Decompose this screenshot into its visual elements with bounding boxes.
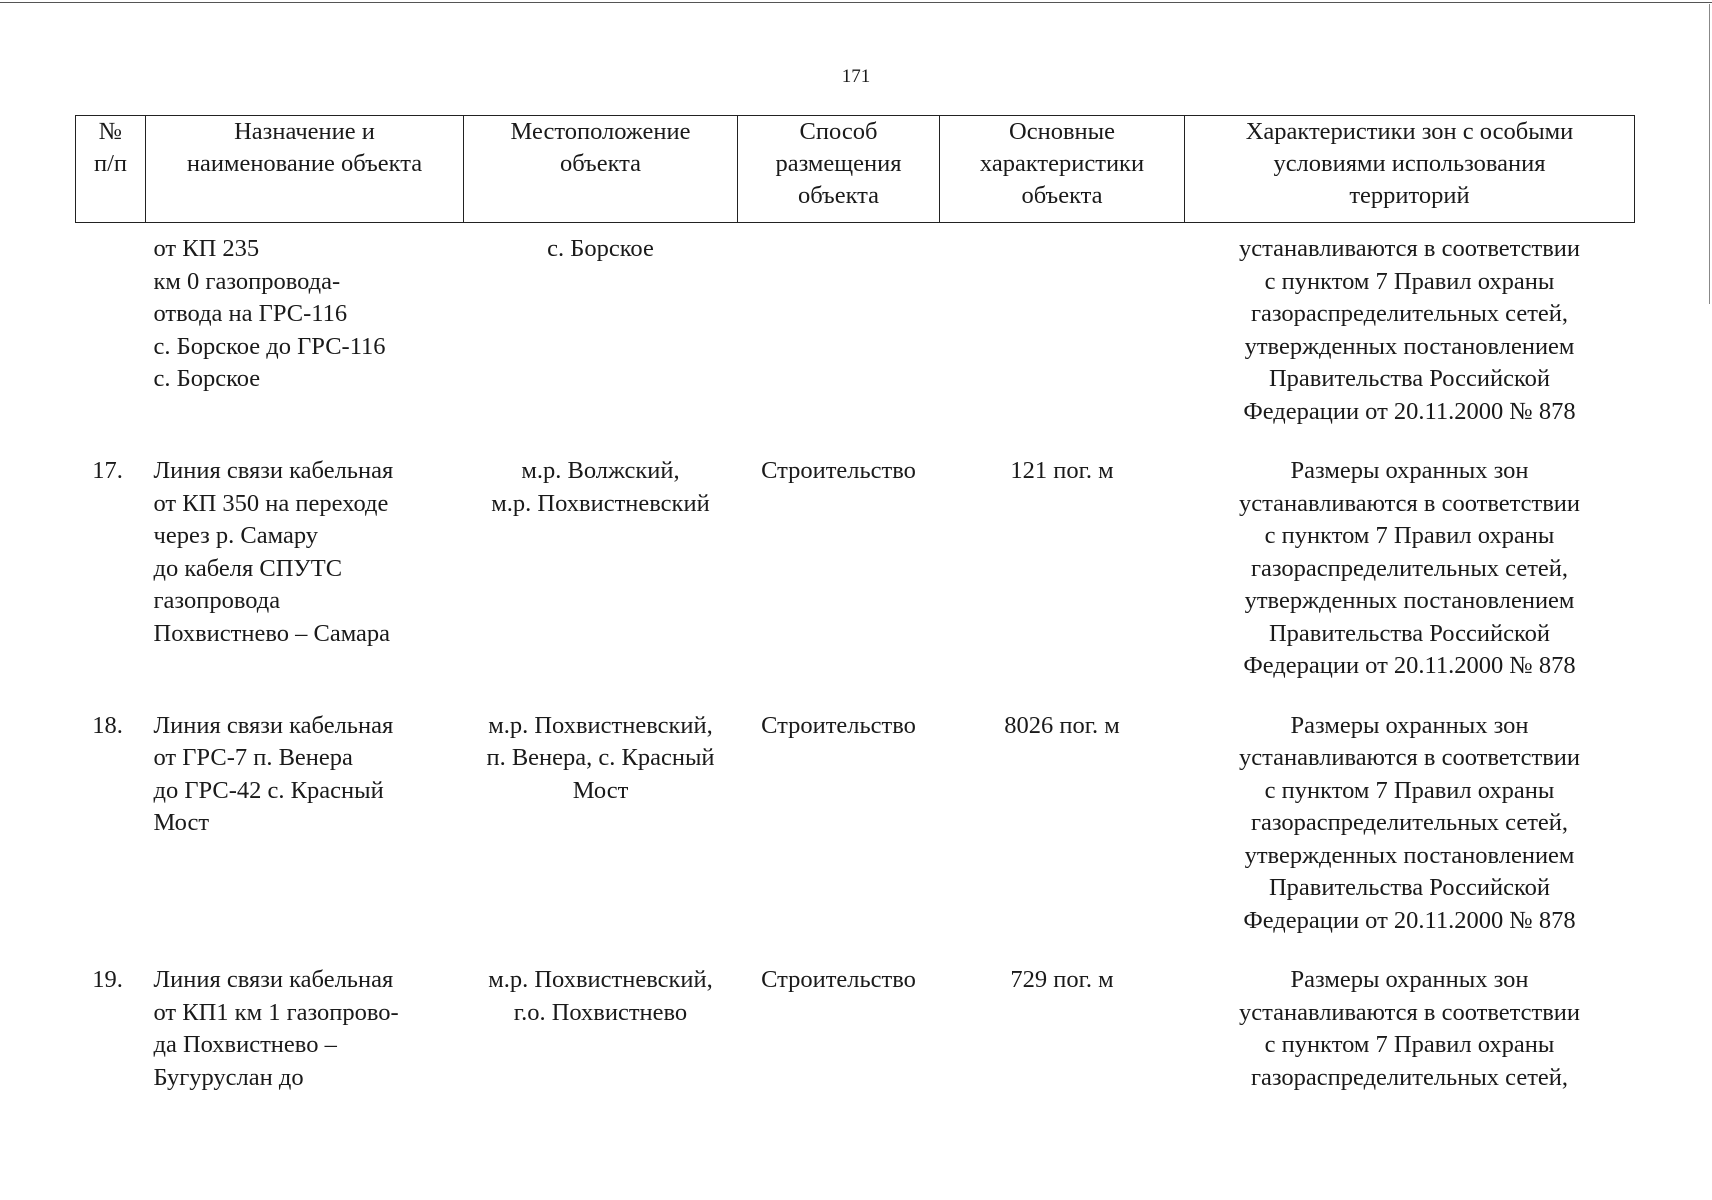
header-line: п/п [93, 150, 128, 177]
header-line: условиями использования [1273, 150, 1546, 177]
text-line: с пунктом 7 Правил охраны [1264, 776, 1555, 804]
text-line: с пунктом 7 Правил охраны [1264, 522, 1555, 549]
text-line: с. Борское [153, 365, 261, 392]
header-line: объекта [797, 182, 880, 209]
object-location [464, 683, 738, 938]
object-name [146, 937, 464, 1094]
header-line: характеристики [979, 150, 1145, 177]
object-name [146, 223, 464, 429]
table-body [76, 223, 1635, 1095]
zone-characteristics [1185, 223, 1635, 429]
text-line: м.р. Похвистневский, [488, 966, 713, 993]
text-line: от КП 235 [153, 235, 260, 262]
zone-characteristics [1185, 428, 1635, 683]
text-line: Правительства Российской [1268, 874, 1551, 901]
zone-characteristics [1185, 937, 1635, 1094]
text-line: Линия связи кабельная [153, 711, 394, 739]
text-line: с пунктом 7 Правил охраны [1264, 267, 1555, 295]
text-line: Размеры охранных зон [1290, 457, 1529, 484]
text-line: утвержденных постановлением [1244, 332, 1575, 360]
text-line: устанавливаются в соответствии [1238, 998, 1581, 1026]
object-location [464, 428, 738, 683]
text-line: устанавливаются в соответствии [1238, 235, 1581, 262]
zone-characteristics [1185, 683, 1635, 938]
text-line: п. Венера, с. Красный [486, 744, 715, 771]
text-line: Федерации от 20.11.2000 № 878 [1243, 906, 1576, 934]
placement-method: Строительство [761, 711, 916, 739]
text-line: Федерации от 20.11.2000 № 878 [1243, 397, 1576, 425]
table-row [76, 937, 1635, 1094]
header-line: Назначение и [234, 118, 375, 145]
header-line: территорий [1349, 182, 1470, 209]
object-name [146, 683, 464, 938]
text-line: от ГРС-7 п. Венера [153, 744, 353, 771]
text-line: Похвистнево – Самара [153, 619, 391, 647]
text-line: Мост [153, 809, 210, 836]
header-chars [940, 116, 1185, 223]
text-line: с. Борское [547, 235, 654, 262]
placement-method: Строительство [761, 457, 916, 484]
object-characteristics: 121 пог. м [1010, 457, 1114, 484]
header-line: Основные [1009, 118, 1115, 145]
placement-method [738, 223, 940, 429]
object-name [146, 428, 464, 683]
text-line: устанавливаются в соответствии [1238, 744, 1581, 771]
text-line: Размеры охранных зон [1290, 966, 1529, 993]
text-line: отвода на ГРС-116 [153, 300, 348, 327]
text-line: м.р. Похвистневский [491, 489, 710, 517]
page-number: 171 [841, 66, 871, 87]
table-header [76, 116, 1635, 223]
text-line: Бугуруслан до [153, 1063, 304, 1091]
right-border-line [1709, 4, 1710, 304]
text-line: г.о. Похвистнево [513, 998, 688, 1026]
text-line: Правительства Российской [1268, 619, 1551, 647]
text-line: утвержденных постановлением [1244, 841, 1575, 869]
text-line: через р. Самару [153, 522, 319, 549]
text-line: Правительства Российской [1268, 365, 1551, 392]
text-line: газораспределительных сетей, [1250, 554, 1569, 582]
text-line: газопровода [153, 587, 281, 614]
text-line: Линия связи кабельная [153, 457, 394, 484]
header-line: размещения [775, 150, 902, 177]
header-num [76, 116, 146, 223]
row-number: 18. [92, 711, 123, 739]
header-method [738, 116, 940, 223]
header-line: объекта [1021, 182, 1103, 209]
text-line: утвержденных постановлением [1244, 587, 1575, 614]
row-number: 19. [92, 966, 123, 993]
text-line: газораспределительных сетей, [1250, 809, 1569, 836]
text-line: до кабеля СПУТС [153, 554, 343, 582]
object-characteristics: 729 пог. м [1010, 966, 1114, 993]
table-row [76, 428, 1635, 683]
header-line: № [98, 118, 123, 145]
text-line: Размеры охранных зон [1290, 711, 1529, 739]
object-characteristics: 8026 пог. м [1004, 711, 1120, 739]
text-line: до ГРС-42 с. Красный [153, 776, 384, 804]
header-line: Способ [799, 118, 878, 145]
text-line: с. Борское до ГРС-116 [153, 332, 386, 360]
object-characteristics [940, 223, 1185, 429]
placement-method: Строительство [761, 966, 916, 993]
objects-table [75, 115, 1635, 1094]
header-line: наименование объекта [186, 150, 423, 177]
header-zones [1185, 116, 1635, 223]
table-row [76, 223, 1635, 429]
header-name [146, 116, 464, 223]
text-line: м.р. Волжский, [521, 457, 680, 484]
text-line: с пунктом 7 Правил охраны [1264, 1031, 1555, 1058]
text-line: устанавливаются в соответствии [1238, 489, 1581, 517]
top-border-line [0, 2, 1712, 3]
text-line: от КП 350 на переходе [153, 489, 389, 517]
header-location [464, 116, 738, 223]
text-line: км 0 газопровода- [153, 267, 341, 295]
text-line: Линия связи кабельная [153, 966, 394, 993]
text-line: от КП1 км 1 газопрово- [153, 998, 399, 1026]
row-number: 17. [92, 457, 123, 484]
row-number [76, 223, 146, 429]
text-line: газораспределительных сетей, [1250, 1063, 1569, 1091]
header-line: Характеристики зон с особыми [1245, 118, 1574, 145]
header-line: объекта [559, 150, 642, 177]
table-row [76, 683, 1635, 938]
text-line: м.р. Похвистневский, [488, 711, 713, 739]
text-line: Мост [572, 776, 629, 804]
text-line: газораспределительных сетей, [1250, 300, 1569, 327]
object-location [464, 223, 738, 429]
header-line: Местоположение [510, 118, 691, 145]
text-line: Федерации от 20.11.2000 № 878 [1243, 652, 1576, 679]
text-line: да Похвистнево – [153, 1031, 337, 1058]
object-location [464, 937, 738, 1094]
